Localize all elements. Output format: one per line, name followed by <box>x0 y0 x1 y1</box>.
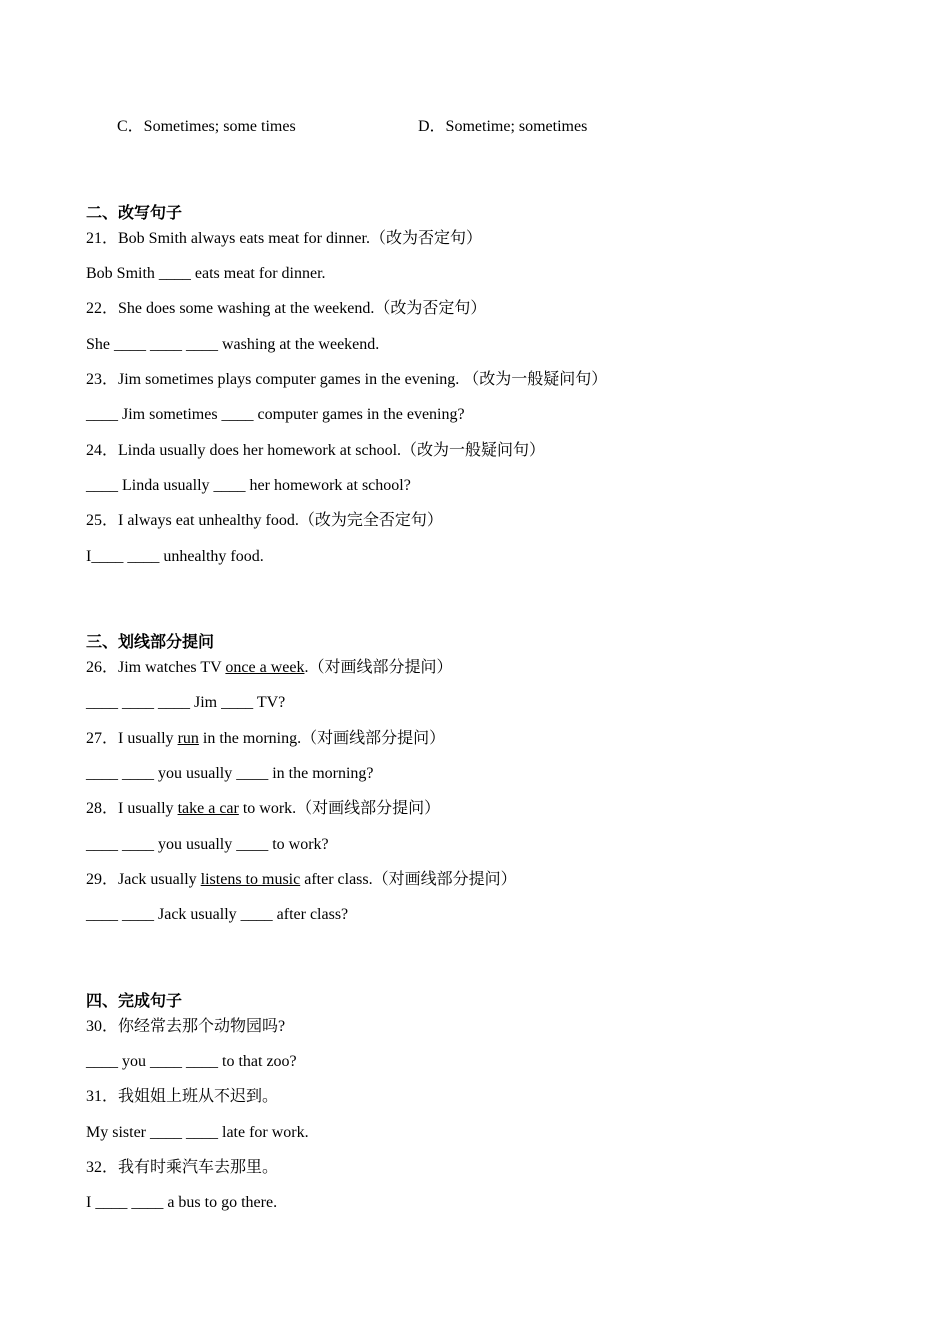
question-24: 24．Linda usually does her homework at school.（改为一般疑问句） <box>86 442 546 459</box>
section-heading-complete-sentences: 四、完成句子 <box>86 993 183 1010</box>
question-25: 25．I always eat unhealthy food.（改为完全否定句） <box>86 512 443 529</box>
underlined-phrase: take a car <box>177 800 239 817</box>
answer-27: ____ ____ you usually ____ in the morning? <box>86 765 374 782</box>
answer-24: ____ Linda usually ____ her homework at school? <box>86 477 411 494</box>
option-d: D．Sometime; sometimes <box>418 118 588 135</box>
underlined-phrase: run <box>177 730 199 747</box>
answer-23: ____ Jim sometimes ____ computer games in the evening? <box>86 406 465 423</box>
answer-26: ____ ____ ____ Jim ____ TV? <box>86 694 286 711</box>
answer-29: ____ ____ Jack usually ____ after class? <box>86 906 349 923</box>
question-32: 32．我有时乘汽车去那里。 <box>86 1159 279 1176</box>
answer-22: She ____ ____ ____ washing at the weekend. <box>86 336 380 353</box>
answer-25: I____ ____ unhealthy food. <box>86 548 264 565</box>
underlined-phrase: once a week <box>225 659 305 676</box>
answer-32: I ____ ____ a bus to go there. <box>86 1194 278 1211</box>
answer-21: Bob Smith ____ eats meat for dinner. <box>86 265 326 282</box>
question-27: 27．I usually run in the morning.（对画线部分提问） <box>86 730 446 747</box>
question-23: 23．Jim sometimes plays computer games in the evening. （改为一般疑问句） <box>86 371 608 388</box>
question-29: 29．Jack usually listens to music after class.（对画线部分提问） <box>86 871 517 888</box>
answer-30: ____ you ____ ____ to that zoo? <box>86 1053 297 1070</box>
option-c: C．Sometimes; some times <box>117 118 296 135</box>
question-26: 26．Jim watches TV once a week.（对画线部分提问） <box>86 659 453 676</box>
question-22: 22．She does some washing at the weekend.（改为否定句） <box>86 300 487 317</box>
answer-28: ____ ____ you usually ____ to work? <box>86 836 329 853</box>
question-30: 30．你经常去那个动物园吗? <box>86 1018 286 1035</box>
underlined-phrase: listens to music <box>200 871 301 888</box>
answer-31: My sister ____ ____ late for work. <box>86 1124 309 1141</box>
section-heading-underline-questions: 三、划线部分提问 <box>86 634 215 651</box>
question-31: 31．我姐姐上班从不迟到。 <box>86 1088 279 1105</box>
question-28: 28．I usually take a car to work.（对画线部分提问） <box>86 800 441 817</box>
section-heading-rewrite: 二、改写句子 <box>86 205 183 222</box>
question-21: 21．Bob Smith always eats meat for dinner.（改为否定句） <box>86 230 482 247</box>
